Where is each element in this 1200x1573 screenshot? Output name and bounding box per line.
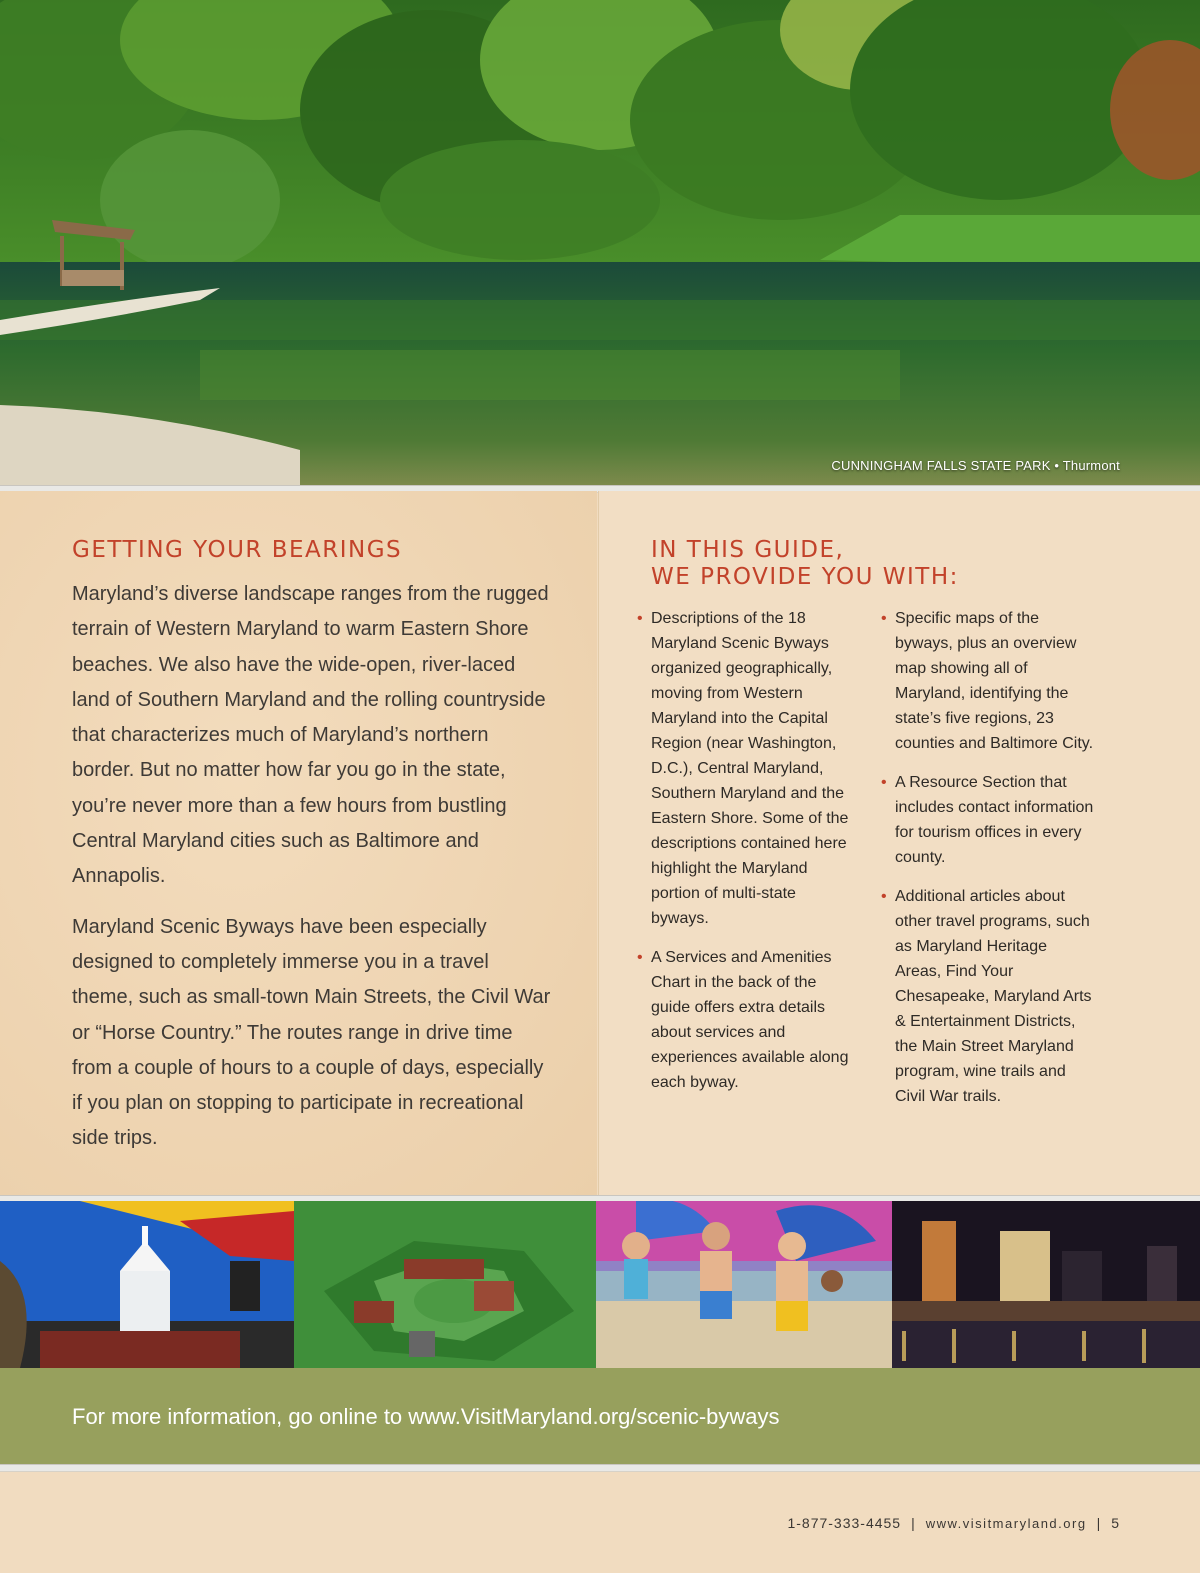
list-item: • Additional articles about other travel programs, such as Maryland Heritage Areas, Find Your Chesapeake, Maryland Arts & Entertainment Districts, the Main Street Maryland program, wine trails and Civil War trails. [881,884,1096,1109]
list-item: • A Services and Amenities Chart in the back of the guide offers extra details about services and experiences available along each byway. [637,945,855,1095]
baltimore-harbor-photo [892,1201,1200,1368]
list-item: • A Resource Section that includes contact information for tourism offices in every county. [881,770,1096,870]
section-heading: GETTING YOUR BEARINGS [72,537,403,563]
caption-separator: • [1054,458,1060,473]
page-number: 5 [1111,1515,1120,1531]
section-body [72,577,552,1172]
section-heading [651,537,1071,591]
paragraph: Maryland’s diverse landscape ranges from the rugged terrain of Western Maryland to warm Eastern Shore beaches. We also have the wide-open, river-laced land of Southern Maryland and the rolling countryside that characterizes much of Maryland’s northern border. But no matter how far you go in the state, you’re never more than a few hours from bustling Central Maryland cities such as Baltimore and Annapolis. [72,583,549,888]
divider-bottom [0,1464,1200,1472]
in-this-guide-section [598,491,1200,1197]
list-item: • Descriptions of the 18 Maryland Scenic Byways organized geographically, moving from Western Maryland into the Capital Region (near Washington, D.C.), Central Maryland, Southern Maryland and the Eastern Shore. Some of the descriptions contained here highlight the Maryland portion of multi-state byways. [637,606,855,931]
lake-scene-illustration [0,0,1200,485]
hero-photo [0,0,1200,485]
photo-strip [0,1201,1200,1368]
bullet-list-right [881,606,1096,1123]
footer-phone: 1-877-333-4455 [787,1515,902,1531]
page-footer [787,1515,1120,1531]
footer-url: www.visitmaryland.org [925,1515,1087,1531]
heading-line: IN THIS GUIDE, [651,537,845,563]
photo-caption [831,458,1120,473]
beach-kids-photo [596,1201,892,1368]
footer-separator: | [1096,1515,1102,1531]
fort-mchenry-photo [294,1201,596,1368]
footer-separator: | [911,1515,916,1531]
caption-place: CUNNINGHAM FALLS STATE PARK [831,458,1051,473]
getting-your-bearings-section [0,491,597,1197]
bullet-list-left [637,606,855,1109]
more-info-banner [0,1368,1200,1464]
caption-town: Thurmont [1062,458,1120,473]
heading-line: WE PROVIDE YOU WITH: [651,564,959,590]
list-item: • Specific maps of the byways, plus an overview map showing all of Maryland, identifying the state’s five regions, 23 counties and Baltimore City. [881,606,1096,756]
paragraph: Maryland Scenic Byways have been especially designed to completely immerse you in a travel theme, such as small-town Main Streets, the Civil War or “Horse Country.” The routes range in drive time from a couple of hours to a couple of days, especially if you plan on stopping to participate in recreational side trips. [72,915,551,1150]
state-house-photo [0,1201,294,1368]
more-info-text: For more information, go online to www.VisitMaryland.org/scenic-byways [72,1404,780,1429]
